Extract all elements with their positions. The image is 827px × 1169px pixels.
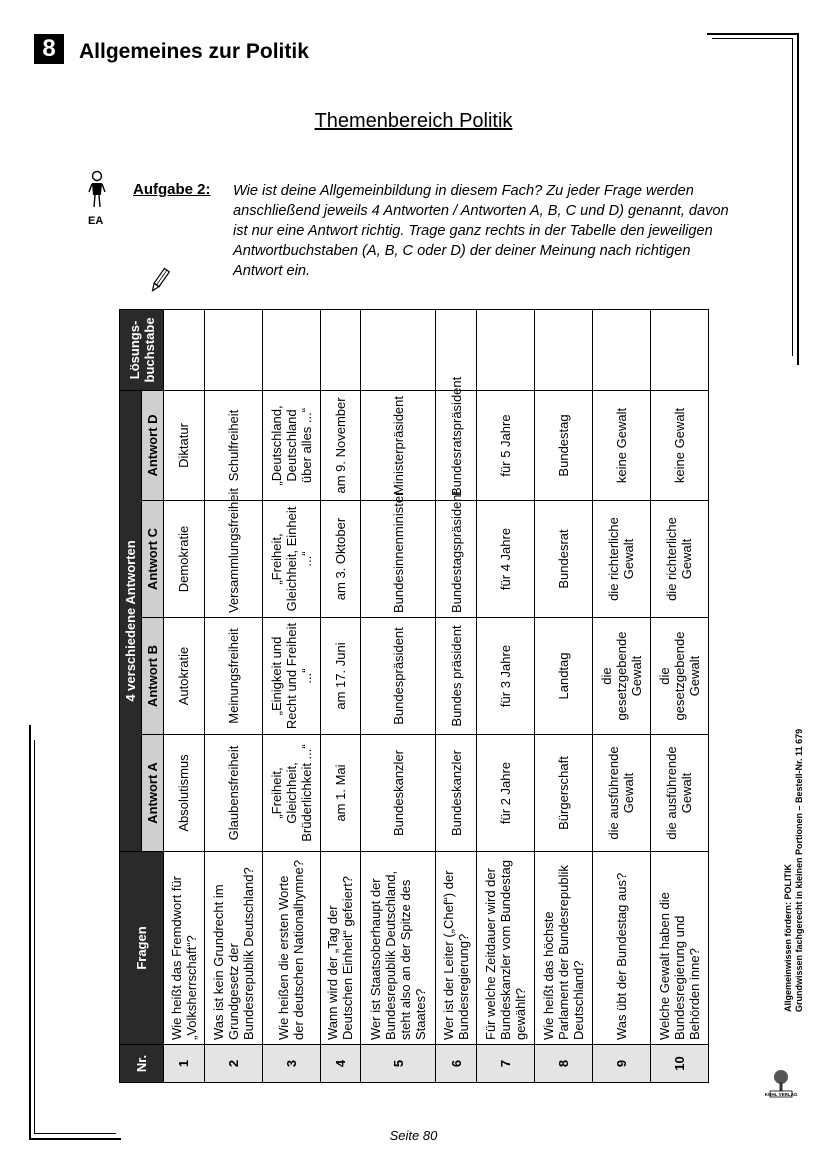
answer-d-cell: „Deutschland, Deutschland über alles ...“ xyxy=(262,390,320,500)
answer-c-cell: am 3. Oktober xyxy=(320,501,361,618)
table-row xyxy=(204,309,262,1082)
row-number: 2 xyxy=(204,1045,262,1083)
question-cell: Wie heißt das höchste Parlament der Bundesrepublik Deutschland? xyxy=(535,852,593,1045)
answer-a-cell: die ausführende Gewalt xyxy=(650,735,708,852)
answer-a-cell: „Freiheit, Gleichheit, Brüderlichkeit ...“ xyxy=(262,735,320,852)
answer-d-cell: am 9. November xyxy=(320,390,361,500)
table-row xyxy=(164,309,205,1082)
solution-cell[interactable] xyxy=(262,309,320,390)
answer-c-cell: Demokratie xyxy=(164,501,205,618)
answer-b-cell: die gesetzgebende Gewalt xyxy=(650,618,708,735)
task-label: Aufgabe 2: xyxy=(133,181,211,198)
row-number: 1 xyxy=(164,1045,205,1083)
answer-b-cell: am 17. Juni xyxy=(320,618,361,735)
topic-title xyxy=(0,110,827,133)
answer-d-cell: keine Gewalt xyxy=(650,390,708,500)
frame-right-line-inner xyxy=(792,38,793,356)
publisher-line-2: Grundwissen fachgerecht in kleinen Portionen – Bestell-Nr. 11 679 xyxy=(794,728,804,1012)
answer-c-cell: Bundesinnenminister xyxy=(361,501,436,618)
row-number: 6 xyxy=(436,1045,477,1083)
solution-cell[interactable] xyxy=(535,309,593,390)
answer-c-cell: „Freiheit, Gleichheit, Einheit ...“ xyxy=(262,501,320,618)
solution-cell[interactable] xyxy=(361,309,436,390)
answer-a-cell: für 2 Jahre xyxy=(477,735,535,852)
header-answer-c: Antwort C xyxy=(142,501,164,618)
answer-d-cell: für 5 Jahre xyxy=(477,390,535,500)
answer-d-cell: keine Gewalt xyxy=(592,390,650,500)
table-row xyxy=(320,309,361,1082)
table-row xyxy=(262,309,320,1082)
chapter-number-badge: 8 xyxy=(34,34,64,64)
answer-b-cell: die gesetzgebende Gewalt xyxy=(592,618,650,735)
chapter-title: Allgemeines zur Politik xyxy=(79,40,309,63)
answer-a-cell: Bundeskanzler xyxy=(436,735,477,852)
question-cell: Wie heißen die ersten Worte der deutschen Nationalhymne? xyxy=(262,852,320,1045)
answer-c-cell: die richterliche Gewalt xyxy=(592,501,650,618)
question-cell: Was ist kein Grundrecht im Grundgesetz der Bundesrepublik Deutschland? xyxy=(204,852,262,1045)
header-answer-a: Antwort A xyxy=(142,735,164,852)
svg-text:KOHL VERLAG: KOHL VERLAG xyxy=(764,1092,798,1097)
table-row xyxy=(361,309,436,1082)
answer-a-cell: Glaubensfreiheit xyxy=(204,735,262,852)
answer-b-cell: „Einigkeit und Recht und Freiheit ...“ xyxy=(262,618,320,735)
row-number: 9 xyxy=(592,1045,650,1083)
topic-title-text: Themenbereich Politik xyxy=(314,110,513,132)
frame-left-line xyxy=(29,725,31,1139)
answer-d-cell: Bundestag xyxy=(535,390,593,500)
answer-a-cell: Bürgerschaft xyxy=(535,735,593,852)
student-figure-icon xyxy=(86,170,108,210)
page-number: Seite 80 xyxy=(389,1128,438,1143)
answer-a-cell: am 1. Mai xyxy=(320,735,361,852)
solution-cell[interactable] xyxy=(164,309,205,390)
table-row xyxy=(535,309,593,1082)
solution-cell[interactable] xyxy=(477,309,535,390)
question-cell: Für welche Zeitdauer wird der Bundeskanzler vom Bundestag gewählt? xyxy=(477,852,535,1045)
answer-c-cell: Bundesrat xyxy=(535,501,593,618)
answer-b-cell: für 3 Jahre xyxy=(477,618,535,735)
publisher-logo xyxy=(764,1068,798,1098)
row-number: 3 xyxy=(262,1045,320,1083)
answer-d-cell: Diktatur xyxy=(164,390,205,500)
row-number: 8 xyxy=(535,1045,593,1083)
question-cell: Wann wird der „Tag der Deutschen Einheit“ gefeiert? xyxy=(320,852,361,1045)
table-row xyxy=(436,309,477,1082)
header-answer-b: Antwort B xyxy=(142,618,164,735)
answer-a-cell: Absolutismus xyxy=(164,735,205,852)
answer-b-cell: Meinungsfreiheit xyxy=(204,618,262,735)
question-cell: Welche Gewalt haben die Bundesregierung und Behörden inne? xyxy=(650,852,708,1045)
table-row xyxy=(477,309,535,1082)
answer-a-cell: die ausführende Gewalt xyxy=(592,735,650,852)
pencil-icon xyxy=(149,266,171,294)
answer-a-cell: Bundeskanzler xyxy=(361,735,436,852)
answer-d-cell: Schulfreiheit xyxy=(204,390,262,500)
question-cell: Was übt der Bundestag aus? xyxy=(592,852,650,1045)
row-number: 7 xyxy=(477,1045,535,1083)
answer-c-cell: Bundestagspräsident xyxy=(436,501,477,618)
question-cell: Wer ist der Leiter („Chef“) der Bundesregierung? xyxy=(436,852,477,1045)
quiz-table-rotated xyxy=(119,310,709,1083)
task-label-text: Aufgabe 2 xyxy=(133,181,206,198)
answer-d-cell: Ministerpräsident xyxy=(361,390,436,500)
row-number: 4 xyxy=(320,1045,361,1083)
table-row xyxy=(592,309,650,1082)
publisher-line-1: Allgemeinwissen fördern: POLITIK xyxy=(783,863,793,1012)
header-questions: Fragen xyxy=(120,852,164,1045)
answer-c-cell: für 4 Jahre xyxy=(477,501,535,618)
answer-c-cell: die richterliche Gewalt xyxy=(650,501,708,618)
question-cell: Wer ist Staatsoberhaupt der Bundesrepublik Deutschland, steht also an der Spitze des Staates? xyxy=(361,852,436,1045)
answer-d-cell: Bundesratspräsident xyxy=(436,390,477,500)
header-nr: Nr. xyxy=(120,1045,164,1083)
solution-cell[interactable] xyxy=(650,309,708,390)
task-badge: EA xyxy=(88,215,104,227)
frame-top-line-inner xyxy=(712,38,792,39)
header-answers-group: 4 verschiedene Antworten xyxy=(120,390,142,851)
question-cell: Wie heißt das Fremdwort für „Volksherrschaft“? xyxy=(164,852,205,1045)
table-row xyxy=(650,309,708,1082)
row-number: 5 xyxy=(361,1045,436,1083)
row-number: 10 xyxy=(650,1045,708,1083)
answer-b-cell: Autokratie xyxy=(164,618,205,735)
answer-b-cell: Bundespräsident xyxy=(361,618,436,735)
frame-top-line xyxy=(707,33,797,35)
solution-cell[interactable] xyxy=(204,309,262,390)
solution-cell[interactable] xyxy=(320,309,361,390)
frame-left-line-inner xyxy=(34,740,35,1134)
header-solution: Lösungs-buchstabe xyxy=(120,309,164,390)
answer-b-cell: Landtag xyxy=(535,618,593,735)
answer-c-cell: Versammlungsfreiheit xyxy=(204,501,262,618)
solution-cell[interactable] xyxy=(592,309,650,390)
task-instructions: Wie ist deine Allgemeinbildung in diesem Fach? Zu jeder Frage werden anschließend jeweils 4 Antworten / Antworten A, B, C und D) genannt, davon ist nur eine Antwort richtig. Trage ganz rechts in der Tabelle den jeweiligen Antwortbuchstaben (A, B, C oder D) der deiner Meinung nach richtigen Antwort ein. xyxy=(233,183,729,279)
header-answer-d: Antwort D xyxy=(142,390,164,500)
quiz-table xyxy=(119,309,709,1083)
frame-right-line xyxy=(797,33,799,365)
answer-b-cell: Bundes präsident xyxy=(436,618,477,735)
